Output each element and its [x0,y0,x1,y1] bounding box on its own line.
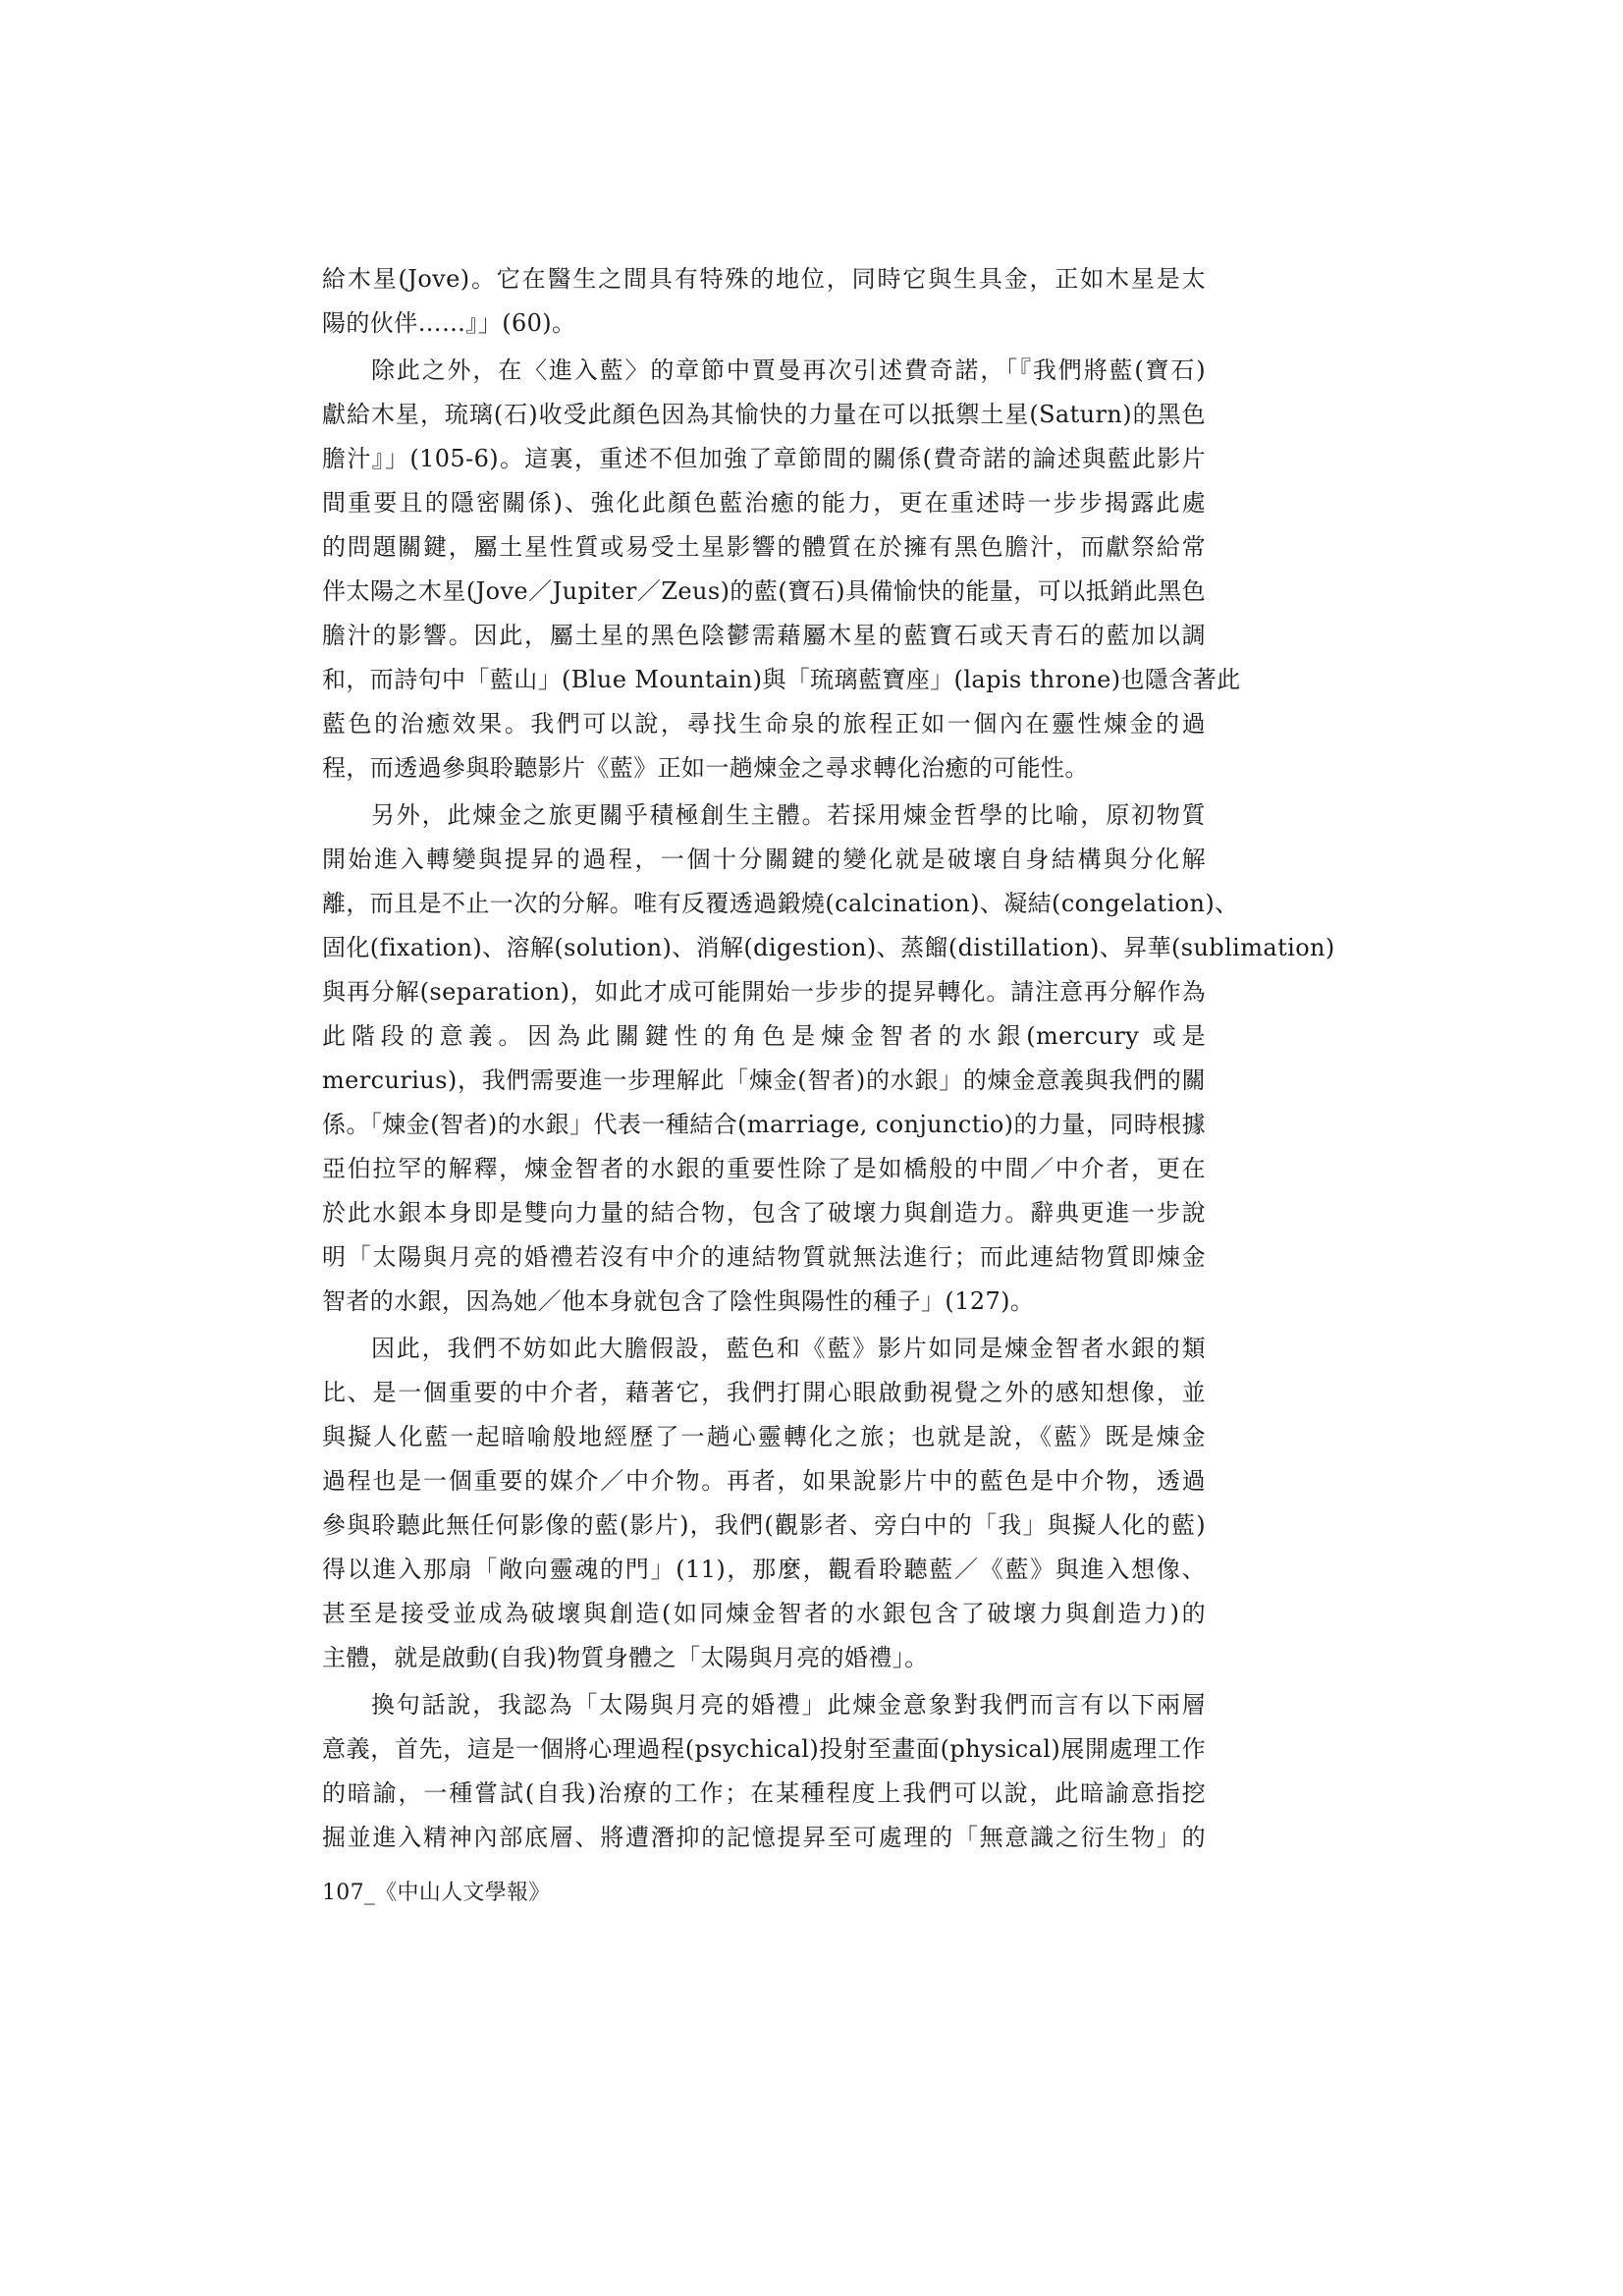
text-line: 亞伯拉罕的解釋，煉金智者的水銀的重要性除了是如橋般的中間／中介者，更在 [322,1155,1206,1182]
text-line: 固化(fixation)、溶解(solution)、消解(digestion)、蒸餾(distillation)、昇華(sublimation) [322,934,1335,961]
paragraph [322,349,1241,791]
text-line: 意義，首先，這是一個將心理過程(psychical)投射至畫面(physical)展開處理工作 [322,1735,1206,1763]
text-line: 係。「煉金(智者)的水銀」代表一種結合(marriage, conjunctio)的力量，同時根據 [322,1111,1206,1138]
text-line: 比、是一個重要的中介者，藉著它，我們打開心眼啟動視覺之外的感知想像，並 [322,1379,1206,1406]
text-line: 參與聆聽此無任何影像的藍(影片)，我們(觀影者、旁白中的「我」與擬人化的藍) [322,1511,1206,1539]
text-line: 和，而詩句中「藍山」(Blue Mountain)與「琉璃藍寶座」(lapis throne)也隱含著此 [322,666,1241,693]
paragraph [322,257,1206,346]
text-line: 甚至是接受並成為破壞與創造(如同煉金智者的水銀包含了破壞力與創造力)的 [322,1600,1206,1627]
text-line: 膽汁的影響。因此，屬土星的黑色陰鬱需藉屬木星的藍寶石或天青石的藍加以調 [322,622,1206,649]
page-footer [322,1879,551,1908]
text-line: 與擬人化藍一起暗喻般地經歷了一趟心靈轉化之旅；也就是說，《藍》既是煉金 [322,1423,1206,1450]
text-line: 換句話說，我認為「太陽與月亮的婚禮」此煉金意象對我們而言有以下兩層 [371,1691,1206,1719]
text-line: 程，而透過參與聆聽影片《藍》正如一趟煉金之尋求轉化治癒的可能性。 [322,754,1089,782]
text-line: 伴太陽之木星(Jove／Jupiter／Zeus)的藍(寶石)具備愉快的能量，可以抵銷此黑色 [322,577,1206,605]
text-line: 膽汁』」(105-6)。這裏，重述不但加強了章節間的關係(費奇諾的論述與藍此影片 [322,445,1206,472]
page-number-label: 107_《中山人文學報》 [322,1881,551,1905]
text-line: 主體，就是啟動(自我)物質身體之「太陽與月亮的婚禮」。 [322,1644,929,1671]
text-line: 離，而且是不止一次的分解。唯有反覆透過鍛燒(calcination)、凝結(congelation)、 [322,890,1239,917]
text-line: 給木星(Jove)。它在醫生之間具有特殊的地位，同時它與生具金，正如木星是太 [322,265,1206,293]
text-line: 得以進入那扇「敞向靈魂的門」(11)，那麼，觀看聆聽藍／《藍》與進入想像、 [322,1556,1206,1583]
paragraph [322,1683,1206,1860]
text-line: 與再分解(separation)，如此才成可能開始一步步的提昇轉化。請注意再分解作為 [322,978,1206,1006]
text-line: 陽的伙伴……』」(60)。 [322,309,576,337]
paragraph [322,793,1335,1324]
text-line: 此階段的意義。因為此關鍵性的角色是煉金智者的水銀(mercury 或是 [322,1022,1206,1050]
text-line: 的暗諭，一種嘗試(自我)治療的工作；在某種程度上我們可以說，此暗諭意指挖 [322,1779,1206,1807]
text-line: 開始進入轉變與提昇的過程，一個十分關鍵的變化就是破壞自身結構與分化解 [322,846,1206,873]
text-line: 明「太陽與月亮的婚禮若沒有中介的連結物質就無法進行；而此連結物質即煉金 [322,1243,1206,1271]
text-line: 除此之外，在〈進入藍〉的章節中賈曼再次引述費奇諾，「『我們將藍(寶石) [371,356,1206,384]
body-text [322,257,1335,1860]
text-line: 獻給木星，琉璃(石)收受此顏色因為其愉快的力量在可以抵禦土星(Saturn)的黑色 [322,401,1206,428]
text-line: mercurius)，我們需要進一步理解此「煉金(智者)的水銀」的煉金意義與我們的關 [322,1066,1206,1094]
text-line: 的問題關鍵，屬土星性質或易受土星影響的體質在於擁有黑色膽汁，而獻祭給常 [322,533,1206,561]
text-line: 於此水銀本身即是雙向力量的結合物，包含了破壞力與創造力。辭典更進一步說 [322,1199,1206,1227]
paragraph [322,1327,1206,1680]
text-line: 過程也是一個重要的媒介／中介物。再者，如果說影片中的藍色是中介物，透過 [322,1467,1206,1495]
text-line: 掘並進入精神內部底層、將遭潛抑的記憶提昇至可處理的「無意識之衍生物」的 [322,1824,1206,1851]
text-line: 間重要且的隱密關係)、強化此顏色藍治癒的能力，更在重述時一步步揭露此處 [322,489,1206,517]
text-line: 藍色的治癒效果。我們可以說，尋找生命泉的旅程正如一個內在靈性煉金的過 [322,710,1206,738]
text-line: 智者的水銀，因為她／他本身就包含了陰性與陽性的種子」(127)。 [322,1287,1035,1315]
text-line: 另外，此煉金之旅更關乎積極創生主體。若採用煉金哲學的比喻，原初物質 [371,801,1206,829]
text-line: 因此，我們不妨如此大膽假設，藍色和《藍》影片如同是煉金智者水銀的類 [371,1335,1206,1362]
